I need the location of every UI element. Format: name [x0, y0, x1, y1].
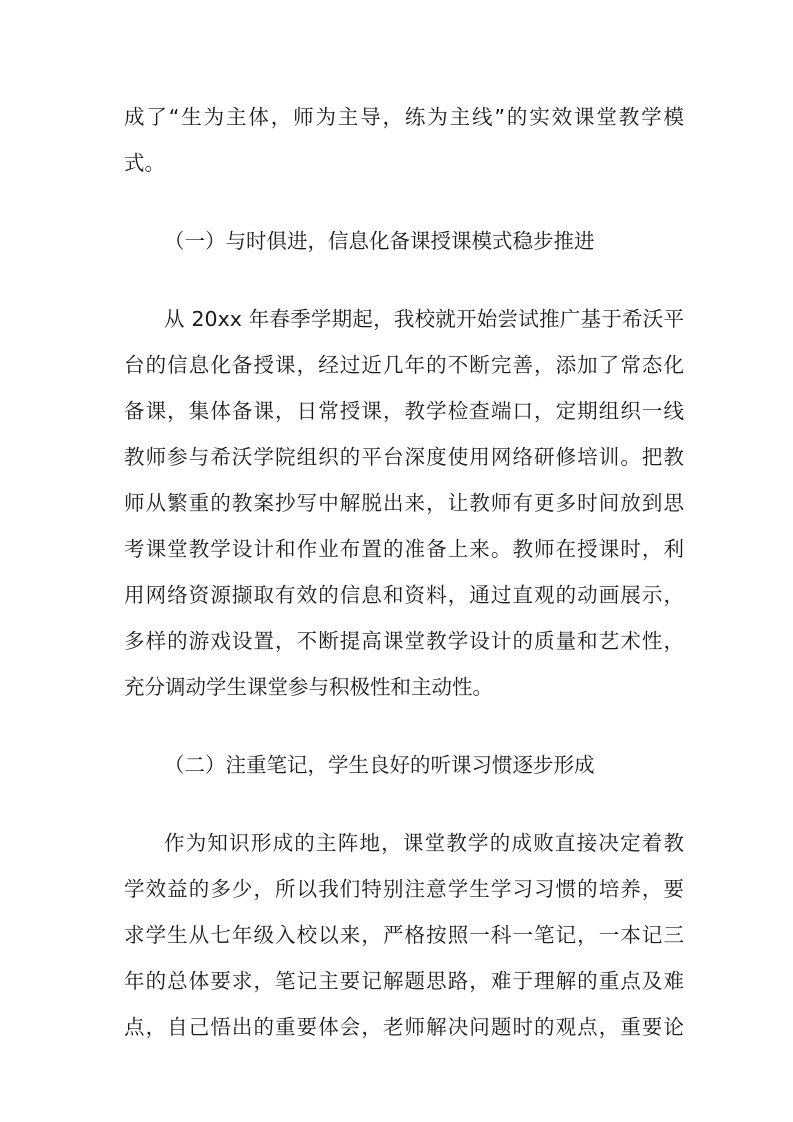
- paragraph-line: 充分调动学生课堂参与积极性和主动性。: [124, 675, 493, 699]
- paragraph-line: 年的总体要求，笔记主要记解题思路，难于理解的重点及难: [124, 969, 684, 993]
- paragraph-line: 点，自己悟出的重要体会，老师解决问题时的观点，重要论: [124, 1015, 684, 1039]
- paragraph-line: 作为知识形成的主阵地，课堂教学的成败直接决定着教: [164, 831, 684, 855]
- paragraph-line: 求学生从七年级入校以来，严格按照一科一笔记，一本记三: [124, 923, 684, 947]
- paragraph-line: 用网络资源撷取有效的信息和资料，通过直观的动画展示，: [124, 583, 684, 607]
- paragraph-line: 学效益的多少，所以我们特别注意学生学习习惯的培养，要: [124, 877, 684, 901]
- paragraph-line: 台的信息化备授课，经过近几年的不断完善，添加了常态化: [124, 353, 684, 377]
- paragraph-line: 多样的游戏设置，不断提高课堂教学设计的质量和艺术性，: [124, 629, 684, 653]
- paragraph-line: 备课，集体备课，日常授课，教学检查端口，定期组织一线: [124, 399, 684, 423]
- section-heading-1: （一）与时俱进，信息化备课授课模式稳步推进: [164, 229, 595, 253]
- paragraph-line: 师从繁重的教案抄写中解脱出来，让教师有更多时间放到思: [124, 491, 684, 515]
- paragraph-line: 教师参与希沃学院组织的平台深度使用网络研修培训。把教: [124, 445, 684, 469]
- paragraph-line: 成了“生为主体，师为主导，练为主线”的实效课堂教学模: [124, 105, 684, 129]
- paragraph-line: 考课堂教学设计和作业布置的准备上来。教师在授课时，利: [124, 537, 684, 561]
- section-heading-2: （二）注重笔记，学生良好的听课习惯逐步形成: [164, 753, 595, 777]
- paragraph-line: 从 20xx 年春季学期起，我校就开始尝试推广基于希沃平: [164, 307, 684, 331]
- paragraph-line: 式。: [124, 151, 165, 175]
